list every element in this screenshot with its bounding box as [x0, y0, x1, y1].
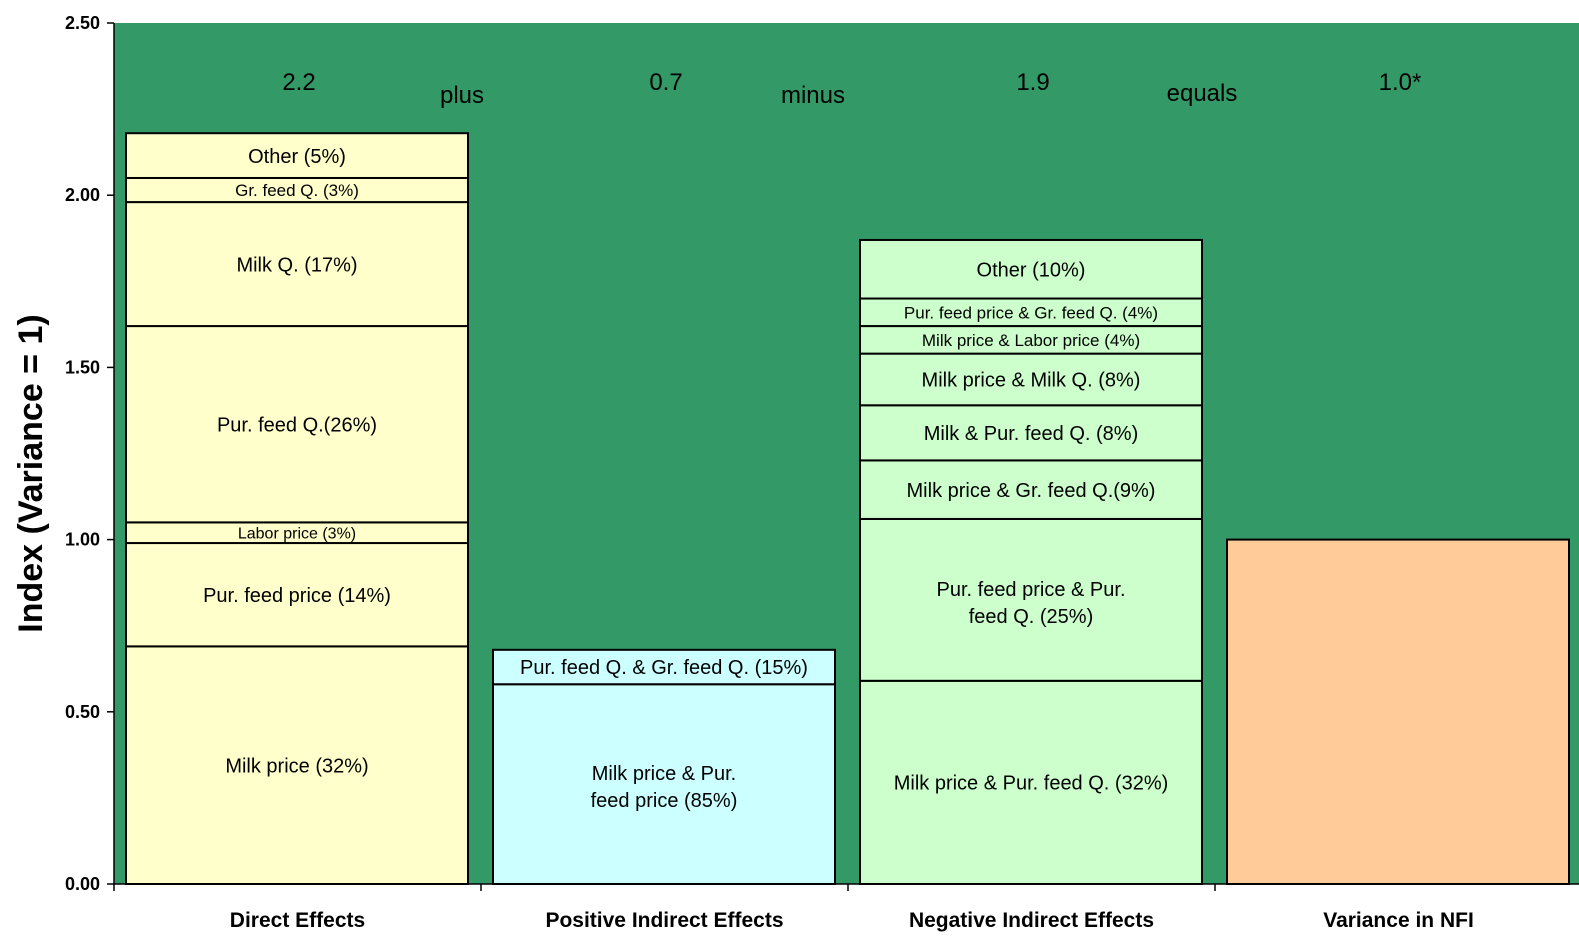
bar-total-label: 1.0* [1378, 69, 1422, 96]
operator-label: minus [780, 82, 846, 109]
segment-label: Milk Q. (17%) [236, 254, 358, 277]
segment-label: Milk & Pur. feed Q. (8%) [923, 423, 1139, 446]
segment-label: Milk price & Labor price (4%) [921, 330, 1141, 350]
x-category-label: Negative Indirect Effects [908, 909, 1155, 932]
segment-label: Other (5%) [248, 145, 346, 168]
segment-label: Milk price & Gr. feed Q.(9%) [906, 479, 1156, 502]
y-tick-label: 0.00 [64, 874, 100, 894]
segment-label: Pur. feed price & Pur. feed Q. (25%) [936, 578, 1126, 628]
segment-label: Pur. feed price & Gr. feed Q. (4%) [903, 303, 1159, 323]
y-tick-label: 2.00 [64, 185, 100, 206]
segment-label: Other (10%) [976, 259, 1086, 282]
bar-total-label: 1.9 [1016, 69, 1050, 96]
bar-total-label: 0.7 [649, 69, 683, 96]
y-axis-label: Index (Variance = 1) [12, 314, 50, 633]
operator-label: plus [439, 82, 485, 109]
segment-label: Pur. feed Q. & Gr. feed Q. (15%) [520, 657, 808, 680]
segment-label: Milk price & Pur. feed price (85%) [590, 763, 738, 813]
segment-label: Milk price & Pur. feed Q. (32%) [893, 772, 1169, 795]
y-tick-label: 0.50 [64, 701, 100, 722]
segment-label: Pur. feed Q.(26%) [216, 414, 378, 437]
y-tick-label: 1.50 [64, 357, 100, 378]
bar-total-label: 2.2 [282, 69, 316, 96]
operator-label: equals [1166, 80, 1238, 107]
y-tick-label: 1.00 [64, 529, 100, 550]
segment-label: Milk price & Milk Q. (8%) [921, 369, 1141, 392]
bar-segment [1227, 540, 1569, 884]
x-category-label: Direct Effects [229, 909, 366, 932]
segment-label: Labor price (3%) [237, 525, 357, 543]
x-category-label: Variance in NFI [1323, 909, 1474, 932]
x-category-label: Positive Indirect Effects [545, 909, 784, 932]
y-tick-label: 2.50 [64, 13, 100, 33]
segment-label: Pur. feed price (14%) [203, 584, 391, 607]
segment-label: Milk price (32%) [225, 755, 369, 778]
segment-label: Gr. feed Q. (3%) [235, 181, 359, 201]
